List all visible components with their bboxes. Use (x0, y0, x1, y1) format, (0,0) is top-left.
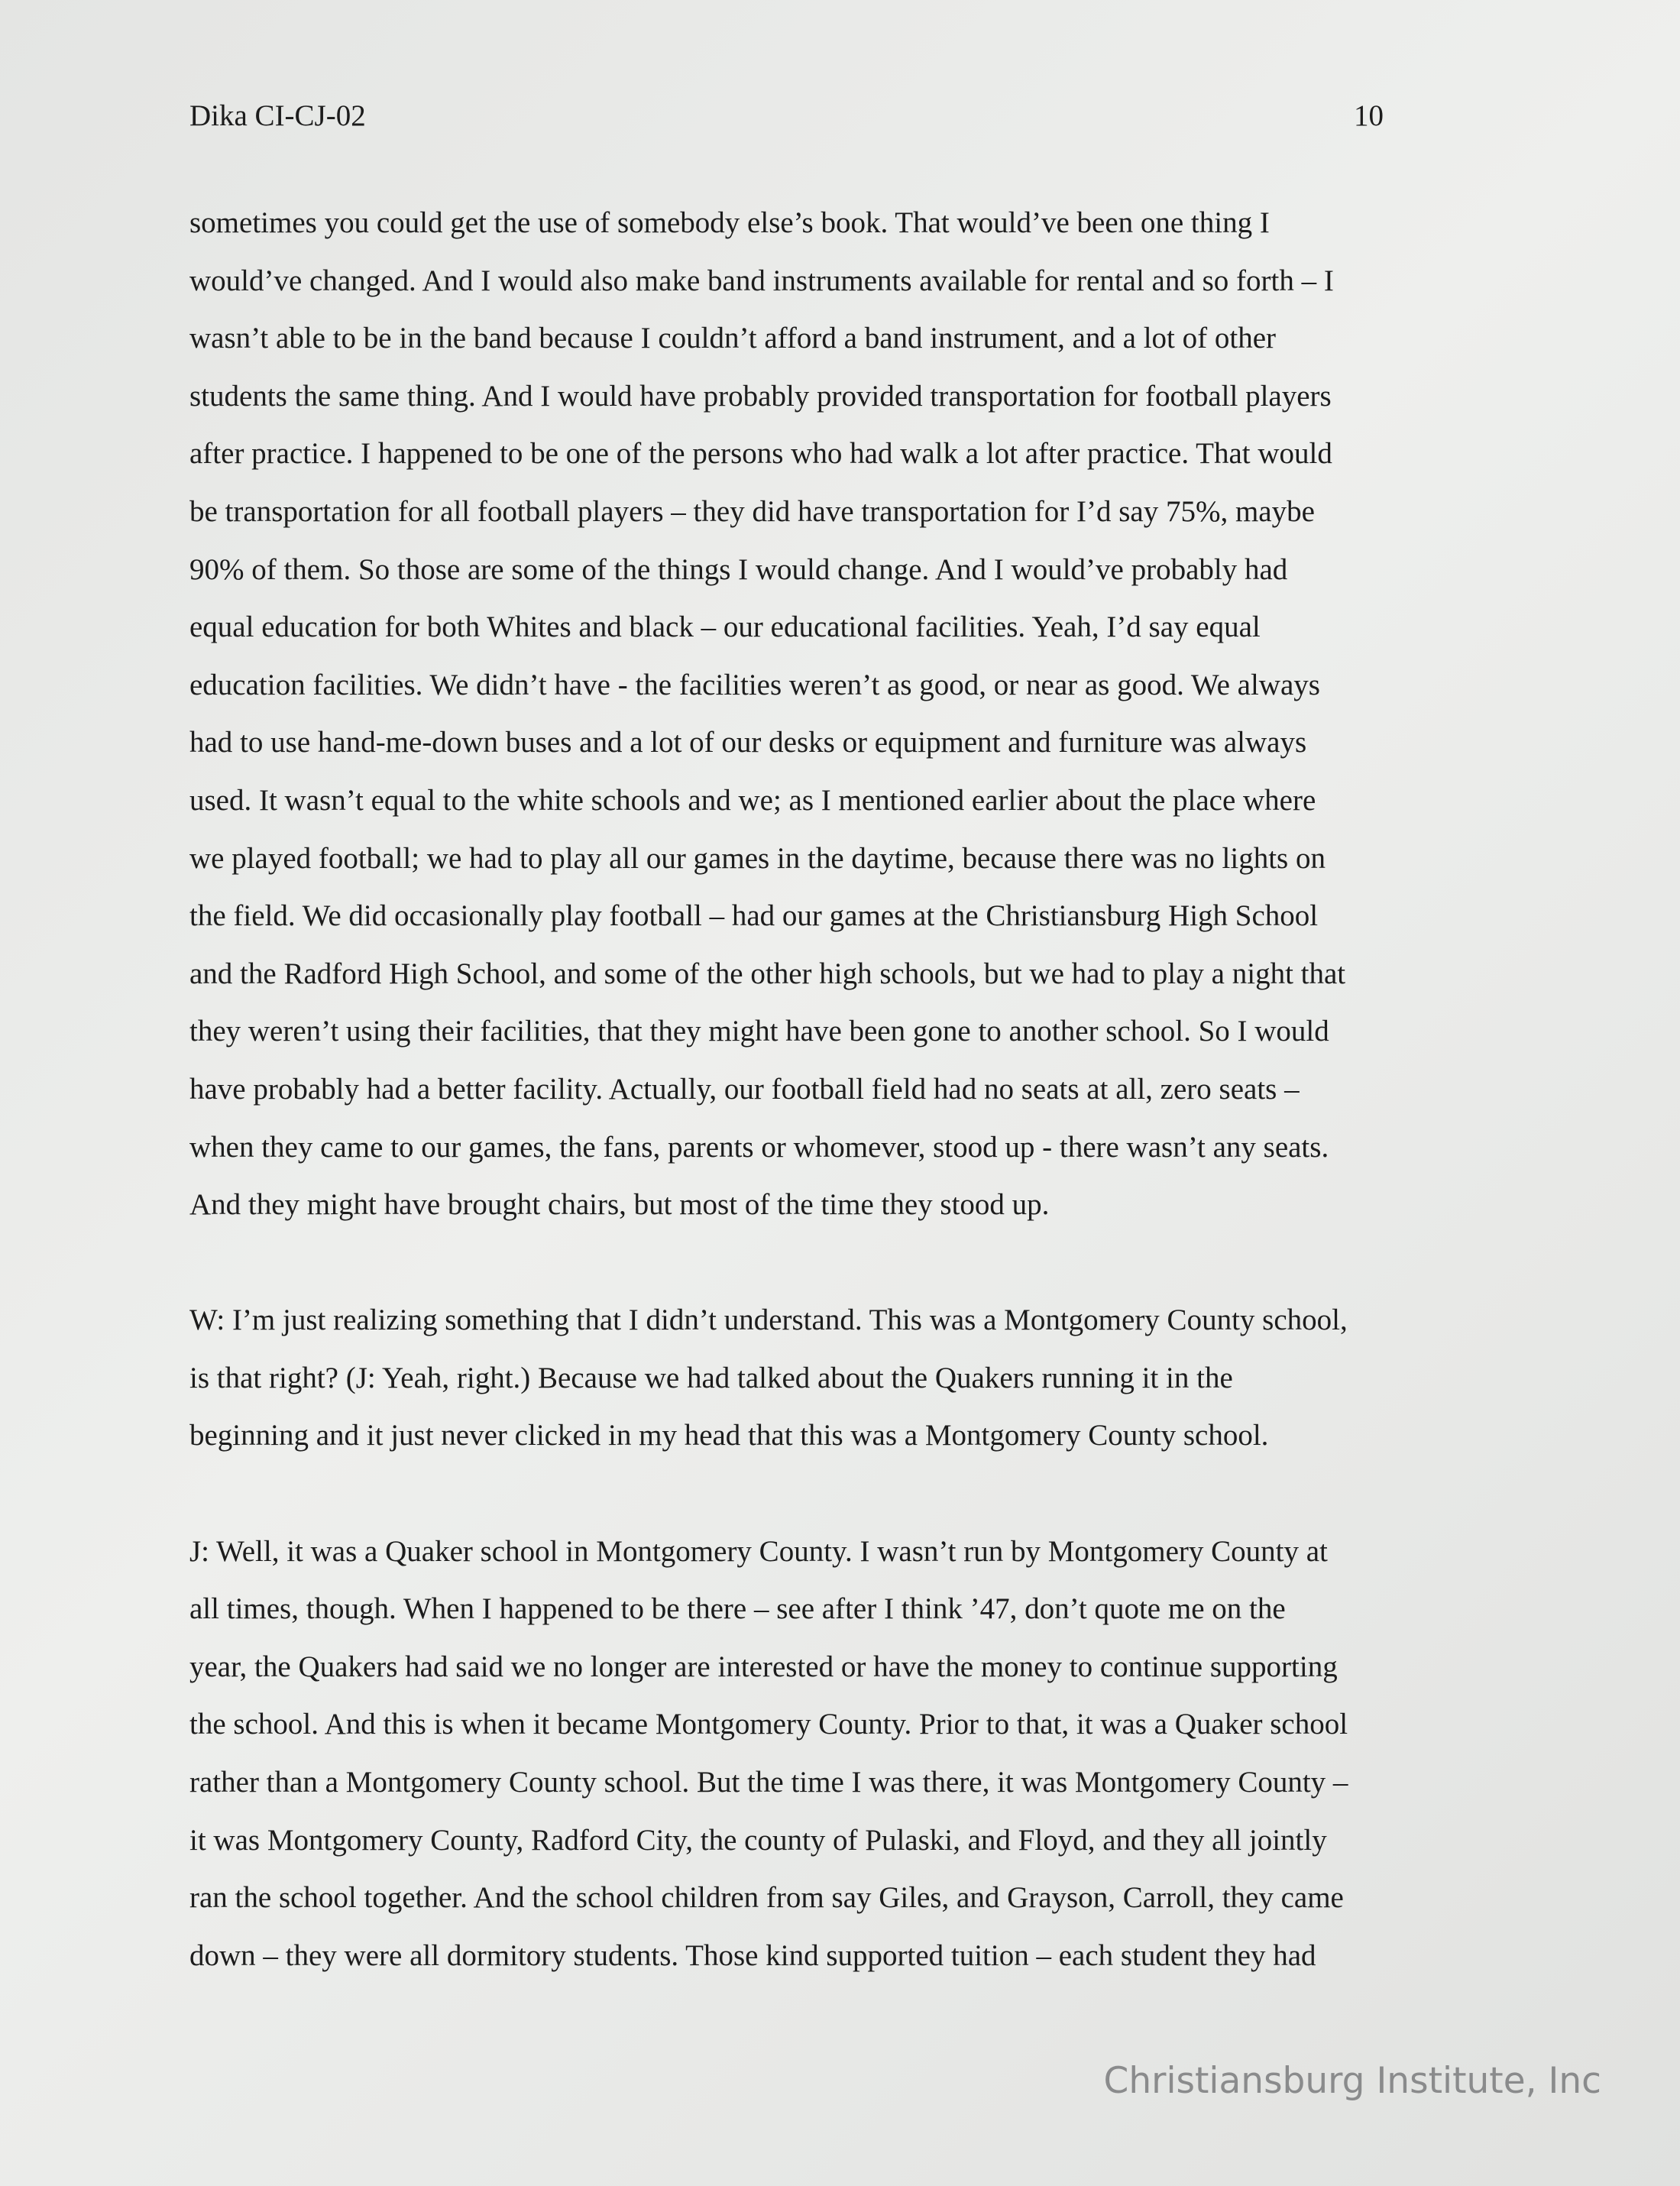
text-line: 90% of them. So those are some of the things I would change. And I would’ve probably had (189, 552, 1288, 586)
text-line: had to use hand-me-down buses and a lot of our desks or equipment and furniture was always (189, 726, 1307, 759)
text-line: equal education for both Whites and black – our educational facilities. Yeah, I’d say equal (189, 610, 1261, 644)
paragraph-2 (189, 1291, 1534, 1465)
paragraph-1 (189, 194, 1534, 1234)
text-line: it was Montgomery County, Radford City, the county of Pulaski, and Floyd, and they all jointly (189, 1823, 1327, 1857)
paragraph-3 (189, 1523, 1534, 1985)
text-line: sometimes you could get the use of somebody else’s book. That would’ve been one thing I (189, 206, 1270, 239)
text-line: ran the school together. And the school children from say Giles, and Grayson, Carroll, they came (189, 1881, 1344, 1915)
text-line: J: Well, it was a Quaker school in Montgomery County. I wasn’t run by Montgomery County at (189, 1534, 1328, 1568)
text-line: the field. We did occasionally play football – had our games at the Christiansburg High School (189, 899, 1319, 933)
text-line: all times, though. When I happened to be there – see after I think ’47, don’t quote me on the (189, 1592, 1286, 1626)
transcript-body (189, 194, 1534, 1984)
page-number: 10 (1354, 99, 1384, 132)
text-line: they weren’t using their facilities, that they might have been gone to another school. So I would (189, 1015, 1329, 1048)
text-line: wasn’t able to be in the band because I couldn’t afford a band instrument, and a lot of other (189, 322, 1276, 355)
text-line: used. It wasn’t equal to the white schools and we; as I mentioned earlier about the place where (189, 783, 1316, 817)
text-line: have probably had a better facility. Actually, our football field had no seats at all, zero seats – (189, 1072, 1300, 1106)
text-line: is that right? (J: Yeah, right.) Because we had talked about the Quakers running it in the (189, 1361, 1233, 1394)
text-line: be transportation for all football players – they did have transportation for I’d say 75%, maybe (189, 494, 1315, 528)
text-line: students the same thing. And I would have probably provided transportation for football players (189, 379, 1332, 413)
text-line: down – they were all dormitory students. Those kind supported tuition – each student they had (189, 1938, 1316, 1972)
text-line: And they might have brought chairs, but most of the time they stood up. (189, 1188, 1050, 1222)
watermark-text: Christiansburg Institute, Inc (1103, 2060, 1601, 2102)
text-line: after practice. I happened to be one of the persons who had walk a lot after practice. That would (189, 437, 1332, 471)
text-line: would’ve changed. And I would also make band instruments available for rental and so forth – I (189, 264, 1334, 297)
text-line: the school. And this is when it became Montgomery County. Prior to that, it was a Quaker school (189, 1708, 1348, 1741)
text-line: and the Radford High School, and some of the other high schools, but we had to play a night that (189, 957, 1346, 990)
text-line: education facilities. We didn’t have - the facilities weren’t as good, or near as good. We always (189, 668, 1320, 701)
text-line: year, the Quakers had said we no longer are interested or have the money to continue supporting (189, 1650, 1338, 1683)
text-line: beginning and it just never clicked in my head that this was a Montgomery County school. (189, 1419, 1269, 1452)
text-line: W: I’m just realizing something that I didn’t understand. This was a Montgomery County school, (189, 1304, 1348, 1337)
text-line: we played football; we had to play all our games in the daytime, because there was no lights on (189, 841, 1326, 875)
text-line: when they came to our games, the fans, parents or whomever, stood up - there wasn’t any seats. (189, 1130, 1329, 1164)
text-line: rather than a Montgomery County school. But the time I was there, it was Montgomery County – (189, 1766, 1348, 1799)
document-id: Dika CI-CJ-02 (189, 99, 366, 132)
